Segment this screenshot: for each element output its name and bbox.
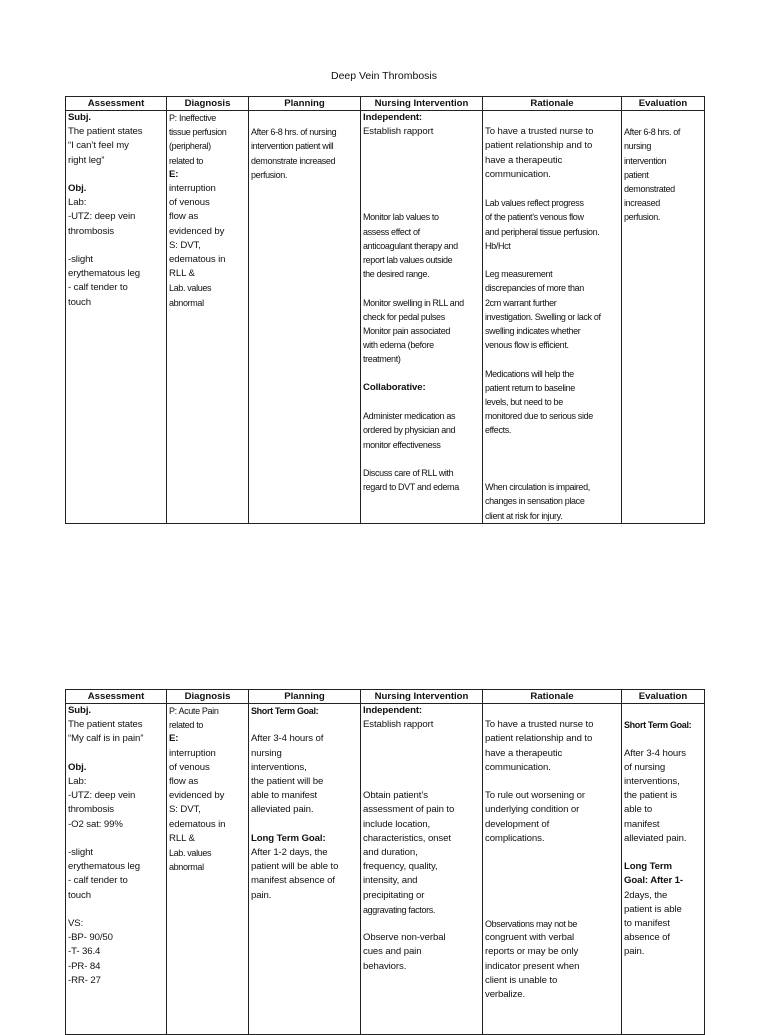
cell-text-line: -UTZ: deep vein [68, 211, 136, 223]
spacer [485, 452, 619, 466]
spacer [624, 111, 702, 125]
cell-text-line: evidenced by [169, 225, 225, 237]
cell-text-line: related to [169, 155, 204, 166]
cell-text-line: Subj. [68, 705, 91, 716]
cell-text-line: development of [485, 818, 550, 830]
cell-text-line: Establish rapport [363, 719, 434, 731]
spacer [363, 182, 480, 196]
cell-text-line: of nursing [624, 761, 666, 773]
spacer [485, 874, 619, 888]
spacer [363, 917, 480, 931]
spacer [363, 452, 480, 466]
intervention-cell [361, 111, 483, 524]
cell-text-line: Monitor pain associated [363, 325, 451, 336]
header-nursing-intervention: Nursing Intervention [361, 690, 483, 704]
cell-text-line: congruent with verbal [485, 932, 575, 944]
header-diagnosis: Diagnosis [167, 690, 249, 704]
cell-text-line: thrombosis [68, 225, 114, 237]
spacer [624, 846, 702, 860]
cell-text-line: assess effect of [363, 226, 420, 237]
cell-text-line: Establish rapport [363, 126, 434, 138]
cell-text-line: “I can’t feel my [68, 140, 129, 152]
header-row [66, 97, 705, 111]
cell-text-line: levels, but need to be [485, 397, 563, 407]
cell-text-line: To rule out worsening or [485, 790, 585, 802]
planning-cell [249, 704, 361, 1035]
cell-text-line: interventions, [624, 775, 680, 787]
cell-text-line: S: DVT, [169, 239, 201, 251]
cell-text-line: Subj. [68, 112, 91, 123]
cell-text-line: assessment of pain to [363, 804, 455, 816]
cell-text-line: swelling indicates whether [485, 326, 581, 336]
cell-text-line: patient [624, 169, 649, 180]
cell-text-line: intensity, and [363, 875, 418, 887]
header-diagnosis: Diagnosis [167, 97, 249, 111]
cell-text-line: client is unable to [485, 974, 558, 986]
cell-text-line: Lab: [68, 776, 87, 787]
cell-text-line: monitored due to serious side [485, 411, 593, 422]
cell-text-line: S: DVT, [169, 804, 201, 816]
spacer [68, 747, 164, 761]
cell-text-line: treatment) [363, 354, 401, 365]
cell-text-line: manifest absence of [251, 875, 335, 887]
cell-text-line: intervention [624, 155, 667, 166]
cell-text-line: Lab values reflect progress [485, 198, 584, 209]
cell-text-line: Independent: [363, 112, 423, 123]
cell-text-line: -RR- 27 [68, 974, 101, 986]
cell-text-line: intervention patient will [251, 141, 334, 152]
table-row [66, 704, 705, 1035]
spacer [485, 111, 619, 125]
cell-text-line: nursing [251, 747, 282, 759]
cell-text-line: related to [169, 720, 204, 731]
cell-text-line: flow as [169, 211, 199, 223]
cell-text-line: venous flow is efficient. [485, 340, 569, 351]
cell-text-line: demonstrated [624, 184, 675, 194]
page-title: Deep Vein Thrombosis [330, 70, 438, 82]
cell-text-line: behaviors. [363, 960, 407, 972]
cell-text-line: able to manifest [251, 790, 318, 802]
header-assessment: Assessment [66, 97, 167, 111]
spacer [363, 196, 480, 210]
assessment-cell [66, 704, 167, 1035]
cell-text-line: right leg” [68, 154, 105, 166]
header-evaluation: Evaluation [622, 690, 705, 704]
spacer [363, 761, 480, 775]
cell-text-line: patient is able [624, 903, 682, 915]
cell-text-line: interventions, [251, 761, 307, 773]
cell-text-line: cues and pain [363, 946, 422, 958]
cell-text-line: effects. [485, 425, 512, 436]
cell-text-line: verbalize. [485, 988, 526, 1000]
cell-text-line: check for pedal pulses [363, 311, 445, 322]
cell-text-line: -UTZ: deep vein [68, 790, 136, 802]
spacer [363, 139, 480, 153]
cell-text-line: Obtain patient’s [363, 790, 428, 802]
cell-text-line: Obj. [68, 183, 87, 194]
spacer [363, 747, 480, 761]
table-row [66, 111, 705, 524]
cell-text-line: - calf tender to [68, 875, 128, 887]
cell-text-line: the desired range. [363, 269, 430, 280]
cell-text-line: erythematous leg [68, 861, 140, 873]
care-plan-table-2 [65, 689, 705, 1035]
spacer [624, 704, 702, 718]
cell-text-line: Administer medication as [363, 411, 456, 422]
cell-text-line: abnormal [169, 862, 204, 873]
spacer [68, 832, 164, 846]
cell-text-line: complications. [485, 832, 545, 844]
care-plan-table-1 [65, 96, 705, 524]
cell-text-line: (peripheral) [169, 141, 211, 152]
cell-text-line: Medications will help the [485, 368, 574, 379]
cell-text-line: P: Ineffective [169, 113, 216, 123]
spacer [485, 253, 619, 267]
cell-text-line: and peripheral tissue perfusion. [485, 226, 600, 237]
cell-text-line: -O2 sat: 99% [68, 818, 123, 830]
cell-text-line: The patient states [68, 126, 143, 138]
cell-text-line: regard to DVT and edema [363, 482, 459, 493]
cell-text-line: -slight [68, 847, 93, 858]
cell-text-line: communication. [485, 761, 551, 773]
cell-text-line: the patient is [624, 790, 678, 802]
spacer [68, 168, 164, 182]
cell-text-line: pain. [624, 946, 645, 958]
cell-text-line: Long Term Goal: [251, 832, 326, 844]
cell-text-line: tissue perfusion [169, 127, 227, 138]
cell-text-line: underlying condition or [485, 804, 580, 816]
cell-text-line: Lab. values [169, 283, 212, 294]
cell-text-line: anticoagulant therapy and [363, 240, 458, 251]
cell-text-line: with edema (before [363, 340, 434, 351]
cell-text-line: alleviated pain. [251, 804, 314, 816]
header-assessment: Assessment [66, 690, 167, 704]
cell-text-line: To have a trusted nurse to [485, 126, 594, 138]
cell-text-line: patient return to baseline [485, 382, 575, 393]
cell-text-line: “My calf is in pain” [68, 733, 144, 745]
cell-text-line: of venous [169, 761, 210, 773]
cell-text-line: 2cm warrant further [485, 297, 557, 308]
cell-text-line: pain. [251, 889, 272, 901]
cell-text-line: VS: [68, 918, 84, 929]
cell-text-line: Obj. [68, 761, 87, 773]
cell-text-line: Monitor swelling in RLL and [363, 297, 464, 308]
cell-text-line: monitor effectiveness [363, 439, 441, 450]
header-nursing-intervention: Nursing Intervention [361, 97, 483, 111]
cell-text-line: When circulation is impaired, [485, 482, 590, 493]
cell-text-line: P: Acute Pain [169, 706, 219, 716]
header-rationale: Rationale [483, 97, 622, 111]
cell-text-line: -slight [68, 254, 93, 265]
spacer [363, 281, 480, 295]
cell-text-line: Hb/Hct [485, 240, 511, 251]
cell-text-line: evidenced by [169, 790, 225, 802]
spacer [485, 466, 619, 480]
cell-text-line: Goal: After 1- [624, 875, 684, 887]
cell-text-line: Short Term Goal: [251, 706, 319, 716]
cell-text-line: Independent: [363, 705, 423, 716]
cell-text-line: include location, [363, 818, 431, 830]
spacer [485, 704, 619, 718]
cell-text-line: alleviated pain. [624, 832, 687, 844]
spacer [363, 154, 480, 168]
rationale-cell [483, 111, 622, 524]
cell-text-line: -T- 36.4 [68, 946, 101, 958]
cell-text-line: Leg measurement [485, 269, 553, 280]
cell-text-line: erythematous leg [68, 268, 140, 280]
cell-text-line: absence of [624, 932, 670, 944]
cell-text-line: characteristics, onset [363, 832, 451, 844]
cell-text-line: interruption [169, 747, 216, 759]
cell-text-line: After 3-4 hours [624, 747, 686, 759]
spacer [485, 903, 619, 917]
spacer [624, 732, 702, 746]
spacer [363, 775, 480, 789]
cell-text-line: patient relationship and to [485, 733, 593, 745]
cell-text-line: - calf tender to [68, 282, 128, 294]
cell-text-line: report lab values outside [363, 254, 453, 265]
header-rationale: Rationale [483, 690, 622, 704]
cell-text-line: able to [624, 804, 653, 816]
cell-text-line: ordered by physician and [363, 425, 456, 436]
cell-text-line: perfusion. [624, 212, 661, 223]
cell-text-line: increased [624, 198, 660, 209]
spacer [485, 182, 619, 196]
evaluation-cell [622, 704, 705, 1035]
cell-text-line: After 6-8 hrs. of nursing [251, 127, 337, 138]
cell-text-line: -PR- 84 [68, 960, 101, 972]
cell-text-line: client at risk for injury. [485, 510, 563, 521]
cell-text-line: communication. [485, 168, 551, 180]
spacer [68, 903, 164, 917]
spacer [68, 239, 164, 253]
cell-text-line: of the patient’s venous flow [485, 212, 584, 223]
cell-text-line: Short Term Goal: [624, 720, 692, 731]
cell-text-line: To have a trusted nurse to [485, 719, 594, 731]
spacer [363, 395, 480, 409]
spacer [363, 168, 480, 182]
cell-text-line: -BP- 90/50 [68, 932, 113, 944]
cell-text-line: edematous in [169, 254, 226, 266]
evaluation-cell [622, 111, 705, 524]
cell-text-line: After 1-2 days, the [251, 847, 328, 858]
cell-text-line: RLL & [169, 832, 195, 844]
cell-text-line: Observations may not be [485, 918, 578, 929]
spacer [485, 352, 619, 366]
cell-text-line: patient will be able to [251, 861, 339, 873]
cell-text-line: thrombosis [68, 804, 114, 816]
cell-text-line: 2days, the [624, 889, 668, 901]
cell-text-line: edematous in [169, 818, 226, 830]
cell-text-line: changes in sensation place [485, 496, 585, 507]
cell-text-line: Long Term [624, 861, 672, 873]
cell-text-line: precipitating or [363, 889, 425, 901]
cell-text-line: After 3-4 hours of [251, 733, 324, 745]
header-evaluation: Evaluation [622, 97, 705, 111]
cell-text-line: nursing [624, 141, 652, 152]
cell-text-line: manifest [624, 818, 660, 830]
diagnosis-cell [167, 111, 249, 524]
cell-text-line: Observe non-verbal [363, 932, 446, 944]
cell-text-line: indicator present when [485, 960, 580, 972]
planning-cell [249, 111, 361, 524]
cell-text-line: to manifest [624, 918, 670, 929]
spacer [251, 718, 358, 732]
cell-text-line: After 6-8 hrs. of [624, 127, 681, 138]
cell-text-line: abnormal [169, 297, 204, 308]
cell-text-line: touch [68, 889, 91, 901]
header-planning: Planning [249, 690, 361, 704]
cell-text-line: Lab: [68, 197, 87, 209]
spacer [363, 732, 480, 746]
cell-text-line: Discuss care of RLL with [363, 467, 454, 478]
spacer [363, 367, 480, 381]
spacer [485, 860, 619, 874]
cell-text-line: RLL & [169, 268, 195, 280]
cell-text-line: perfusion. [251, 169, 288, 180]
spacer [251, 818, 358, 832]
cell-text-line: flow as [169, 776, 199, 788]
cell-text-line: investigation. Swelling or lack of [485, 311, 601, 322]
header-row [66, 690, 705, 704]
cell-text-line: patient relationship and to [485, 140, 593, 152]
intervention-cell [361, 704, 483, 1035]
header-planning: Planning [249, 97, 361, 111]
cell-text-line: interruption [169, 183, 216, 195]
cell-text-line: Lab. values [169, 848, 212, 859]
cell-text-line: demonstrate increased [251, 155, 336, 166]
spacer [251, 111, 358, 125]
assessment-cell [66, 111, 167, 524]
cell-text-line: The patient states [68, 719, 143, 731]
spacer [485, 846, 619, 860]
cell-text-line: touch [68, 296, 91, 308]
cell-text-line: frequency, quality, [363, 861, 438, 873]
cell-text-line: the patient will be [251, 776, 324, 787]
cell-text-line: E: [169, 733, 179, 745]
spacer [485, 775, 619, 789]
cell-text-line: aggravating factors. [363, 904, 436, 915]
diagnosis-cell [167, 704, 249, 1035]
cell-text-line: have a therapeutic [485, 747, 563, 759]
cell-text-line: Collaborative: [363, 381, 426, 393]
cell-text-line: discrepancies of more than [485, 283, 584, 294]
spacer [485, 889, 619, 903]
spacer [485, 438, 619, 452]
cell-text-line: Monitor lab values to [363, 212, 439, 223]
cell-text-line: reports or may be only [485, 946, 579, 958]
rationale-cell [483, 704, 622, 1035]
cell-text-line: and duration, [363, 846, 418, 858]
cell-text-line: of venous [169, 197, 210, 209]
cell-text-line: E: [169, 168, 179, 180]
cell-text-line: have a therapeutic [485, 154, 563, 166]
